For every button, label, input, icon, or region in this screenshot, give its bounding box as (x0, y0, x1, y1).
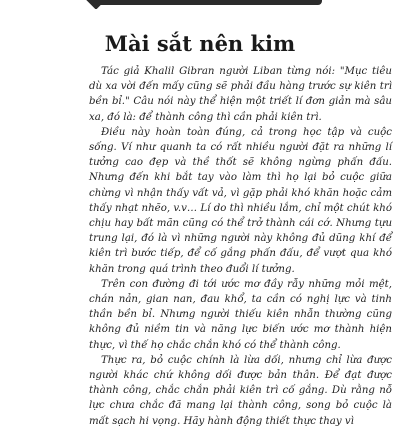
page-title: Mài sắt nên kim (104, 31, 296, 56)
header-bar (92, 0, 322, 5)
paragraph: Thực ra, bỏ cuộc chính là lừa dối, nhưng chỉ lừa được người khác chứ không dối được bản thân. Để đạt được thành công, chắc chắn phải kiên trì cố gắng. Dù rằng nỗ lực chưa chắc đã mang lại thành công, song bỏ cuộc là mất sạch hi vọng. Hãy hành động thiết thực thay vì (89, 354, 392, 427)
running-header (0, 0, 400, 9)
paragraph: Trên con đường đi tới ước mơ đầy rẫy những mỏi mệt, chán nản, gian nan, đau khổ, ta cần có nghị lực và tinh thần bền bỉ. Nhưng người thiếu kiên nhẫn thường cũng không đủ niềm tin và năng lực biến ước mơ thành hiện thực, vì thế họ chắc chắn khó có thể thành công. (89, 278, 392, 351)
paragraph: Điều này hoàn toàn đúng, cả trong học tập và cuộc sống. Ví như quanh ta có rất nhiều người đặt ra những lí tưởng cao đẹp và thề thốt sẽ không ngừng phấn đấu. Nhưng đến khi bắt tay vào làm thì họ lại bỏ cuộc giữa chừng vì nhận thấy vất vả, vì gặp phải khó khăn hoặc cảm thấy nhạt nhẽo, v.v… Lí do thì nhiều lắm, chỉ một chút khó chịu hay bất mãn cũng có thể trở thành cái cớ. Nhưng tựu trung lại, đó là vì những người này không đủ dũng khí để kiên trì bước tiếp, để cố gắng phấn đấu, để vượt qua khó khăn trong quá trình theo đuổi lí tưởng. (89, 126, 392, 275)
paragraph: Tác giả Khalil Gibran người Liban từng nói: "Mục tiêu dù xa vời đến mấy cũng sẽ phải đầu hàng trước sự kiên trì bền bỉ." Câu nói này thể hiện một triết lí đơn giản mà sâu xa, đó là: để thành công thì cần phải kiên trì. (89, 66, 392, 123)
article-body (89, 64, 392, 429)
